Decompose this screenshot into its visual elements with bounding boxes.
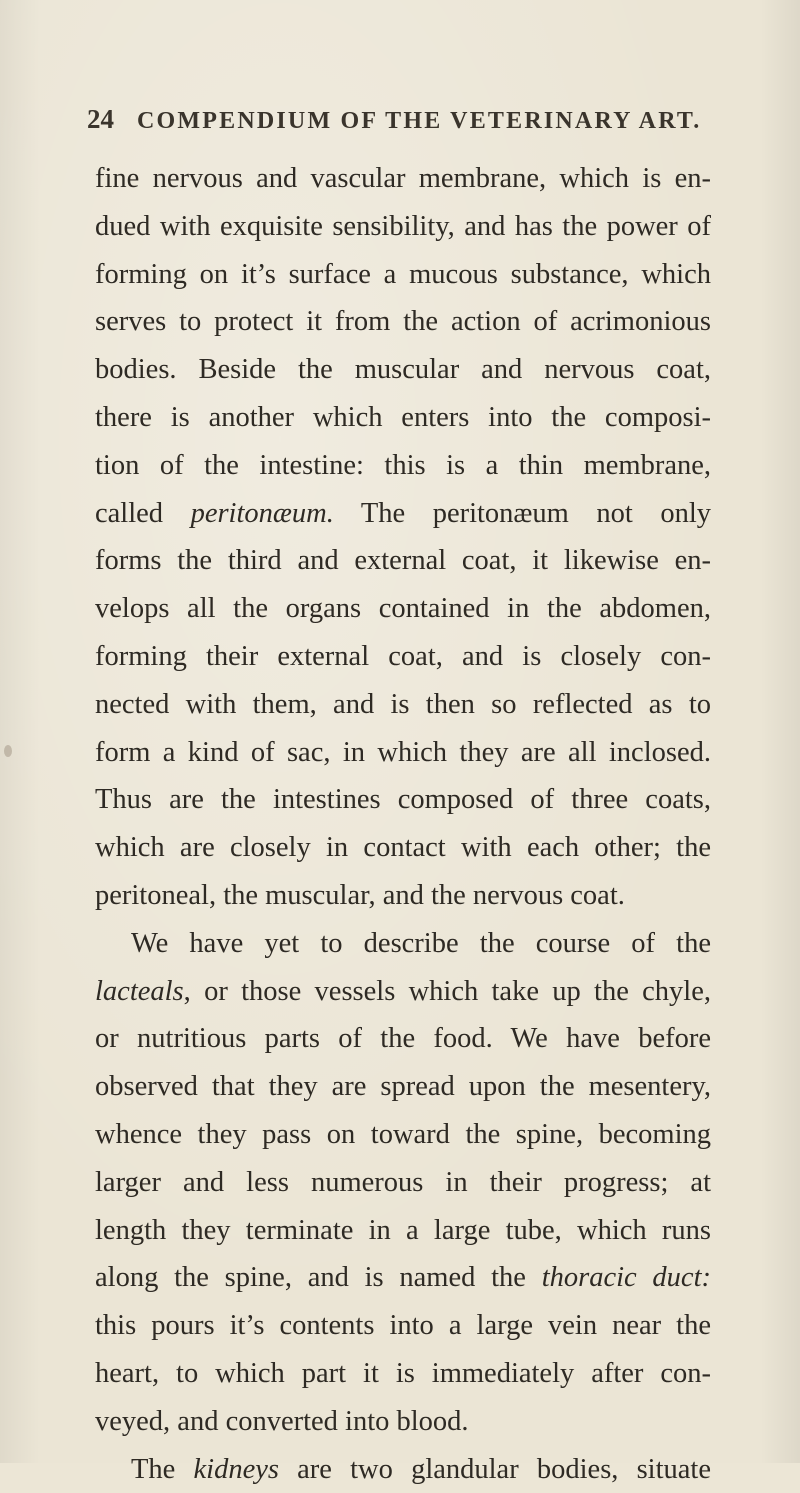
- text-run: serves to protect it from the action of acrimonious: [95, 306, 711, 338]
- text-line: [95, 251, 711, 299]
- text-run: tion of the intestine: this is a thin membrane,: [95, 449, 711, 481]
- text-line: [95, 346, 711, 394]
- italic-term: peritonæum.: [190, 497, 334, 529]
- text-run: dued with exquisite sensibility, and has the power of: [95, 210, 711, 242]
- text-run: forming their external coat, and is closely con-: [95, 640, 711, 672]
- text-run: form a kind of sac, in which they are all inclosed.: [95, 736, 711, 768]
- text-run: observed that they are spread upon the mesentery,: [95, 1071, 711, 1103]
- text-run: forming on it’s surface a mucous substance, which: [95, 258, 711, 290]
- text-run: whence they pass on toward the spine, becoming: [95, 1118, 711, 1150]
- text-line: [95, 824, 711, 872]
- text-run: nected with them, and is then so reflected as to: [95, 688, 711, 720]
- text-run: there is another which enters into the composi-: [95, 401, 711, 433]
- text-line: [95, 442, 711, 490]
- text-line: [95, 920, 711, 968]
- text-run: are two glandular bodies, situate: [278, 1453, 711, 1485]
- text-line: [95, 776, 711, 824]
- text-run: bodies. Beside the muscular and nervous coat,: [95, 354, 711, 386]
- text-line: [95, 1254, 711, 1302]
- text-line: [95, 298, 711, 346]
- body-text: [95, 155, 711, 1493]
- page-number: 24: [87, 104, 114, 134]
- text-run: peritoneal, the muscular, and the nervous coat.: [95, 879, 625, 911]
- text-run: which are closely in contact with each other; the: [95, 832, 711, 864]
- text-line: [95, 1207, 711, 1255]
- text-line: [95, 968, 711, 1016]
- text-line: [95, 1446, 711, 1493]
- running-header: [87, 104, 727, 144]
- text-line: [95, 155, 711, 203]
- text-line: [95, 681, 711, 729]
- text-run: forms the third and external coat, it likewise en-: [95, 545, 711, 577]
- text-line: [95, 585, 711, 633]
- text-run: or nutritious parts of the food. We have before: [95, 1023, 711, 1055]
- ink-smudge: [4, 745, 12, 757]
- text-line: [95, 1111, 711, 1159]
- text-run: along the spine, and is named the: [95, 1262, 542, 1294]
- italic-term: kidneys: [193, 1453, 279, 1485]
- text-line: [95, 729, 711, 777]
- text-line: [95, 203, 711, 251]
- text-line: [95, 1063, 711, 1111]
- text-run: fine nervous and vascular membrane, which is en-: [95, 163, 711, 194]
- text-line: [95, 490, 711, 538]
- text-line: [95, 872, 711, 920]
- text-run: length they terminate in a large tube, which runs: [95, 1214, 711, 1246]
- text-line: [95, 1015, 711, 1063]
- text-run: heart, to which part it is immediately after con-: [95, 1357, 711, 1389]
- running-title: COMPENDIUM OF THE VETERINARY ART.: [137, 108, 702, 134]
- text-run: , or those vessels which take up the chyle,: [183, 975, 711, 1007]
- text-line: [95, 1159, 711, 1207]
- text-run: The peritonæum not only: [333, 497, 711, 529]
- text-line: [95, 1350, 711, 1398]
- text-run: velops all the organs contained in the abdomen,: [95, 593, 711, 625]
- text-run: this pours it’s contents into a large vein near the: [95, 1310, 711, 1342]
- text-line: [95, 1398, 711, 1446]
- italic-term: thoracic duct:: [541, 1262, 711, 1294]
- text-line: [95, 633, 711, 681]
- text-run: called: [95, 497, 191, 529]
- italic-term: lacteals: [95, 975, 184, 1007]
- text-line: [95, 537, 711, 585]
- text-run: We have yet to describe the course of the: [131, 927, 711, 959]
- text-run: veyed, and converted into blood.: [95, 1405, 469, 1437]
- text-run: Thus are the intestines composed of three coats,: [95, 784, 711, 816]
- text-run: larger and less numerous in their progress; at: [95, 1166, 711, 1198]
- text-run: The: [131, 1453, 194, 1485]
- text-line: [95, 1302, 711, 1350]
- text-line: [95, 394, 711, 442]
